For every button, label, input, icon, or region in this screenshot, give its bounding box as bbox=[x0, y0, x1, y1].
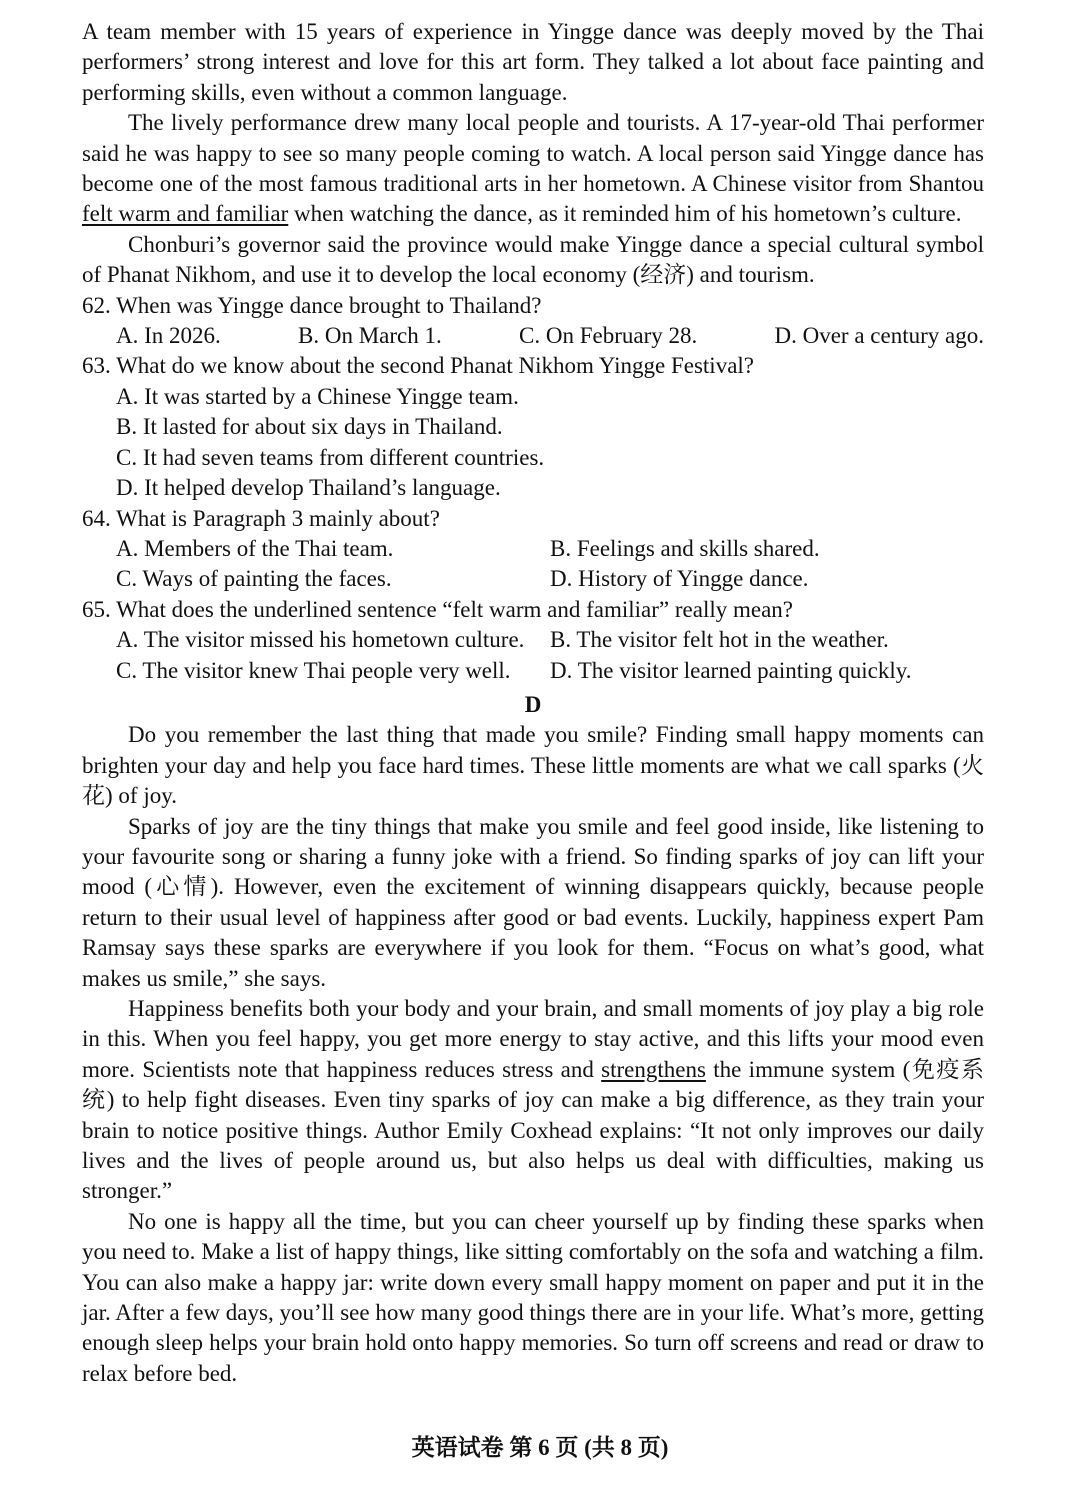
section-d-paragraph-4: No one is happy all the time, but you can cheer yourself up by finding these sparks when you need to. Make a list of happy things, like sitting comfortably on the sofa and watching a film. You can also make a happy jar: write down every small happy moment on paper and put it in the jar. After a few days, you’ll see how many good things there are in your life. What’s more, getting enough sleep helps your brain hold onto happy memories. So turn off screens and read or draw to relax before bed. bbox=[82, 1208, 984, 1386]
section-d-paragraph-1: Do you remember the last thing that made you smile? Finding small happy moments can brighten your day and help you face hard times. These little moments are what we call sparks (火花) of joy. bbox=[82, 722, 984, 809]
passage-c-p2-after: when watching the dance, as it reminded him of his hometown’s culture. bbox=[288, 201, 962, 227]
question-63-stem: 63. What do we know about the second Phanat Nikhom Yingge Festival? bbox=[82, 353, 754, 379]
passage-c-paragraph-2 bbox=[82, 108, 984, 230]
option-65-b: B. The visitor felt hot in the weather. bbox=[550, 627, 889, 653]
question-65-options bbox=[82, 625, 984, 686]
option-64-a: A. Members of the Thai team. bbox=[116, 535, 394, 561]
passage-c-p2-before: The lively performance drew many local people and tourists. A 17-year-old Thai performer said he was happy to see so many people coming to watch. A local person said Yingge dance has become one of the most famous traditional arts in her hometown. A Chinese visitor from Shantou bbox=[82, 110, 984, 197]
option-62-b: B. On March 1. bbox=[298, 323, 442, 349]
question-62-options bbox=[82, 321, 984, 351]
option-63-a: A. It was started by a Chinese Yingge team. bbox=[116, 383, 519, 409]
option-62-a: A. In 2026. bbox=[116, 323, 221, 349]
option-64-b: B. Feelings and skills shared. bbox=[550, 535, 820, 561]
option-62-c: C. On February 28. bbox=[519, 323, 698, 349]
underlined-word: strengthens bbox=[601, 1056, 706, 1082]
question-62-stem: 62. When was Yingge dance brought to Thailand? bbox=[82, 292, 542, 318]
section-d-heading: D bbox=[524, 691, 542, 717]
question-64-stem: 64. What is Paragraph 3 mainly about? bbox=[82, 505, 440, 531]
question-62 bbox=[82, 291, 984, 352]
option-65-a: A. The visitor missed his hometown culture. bbox=[116, 627, 525, 653]
option-63-c: C. It had seven teams from different countries. bbox=[116, 444, 545, 470]
page-footer: 英语试卷 第 6 页 (共 8 页) bbox=[411, 1435, 669, 1460]
option-63-d: D. It helped develop Thailand’s language. bbox=[116, 475, 501, 501]
section-d-paragraph-3 bbox=[82, 994, 984, 1207]
option-64-d: D. History of Yingge dance. bbox=[550, 566, 809, 592]
question-63-options bbox=[82, 382, 984, 504]
option-65-c: C. The visitor knew Thai people very well. bbox=[116, 657, 511, 683]
question-64 bbox=[82, 504, 984, 595]
underlined-phrase: felt warm and familiar bbox=[82, 201, 289, 227]
question-65 bbox=[82, 595, 984, 686]
section-d-p3-after: the immune system (免疫系统) to help fight diseases. Even tiny sparks of joy can make a big difference, as they train your brain to notice positive things. Author Emily Coxhead explains: “It not only improves our daily lives and the lives of people around us, but also helps us deal with difficulties, making us stronger.” bbox=[82, 1056, 984, 1204]
option-63-b: B. It lasted for about six days in Thailand. bbox=[116, 414, 503, 440]
option-62-d: D. Over a century ago. bbox=[774, 323, 984, 349]
passage-c-paragraph-top: A team member with 15 years of experience in Yingge dance was deeply moved by the Thai performers’ strong interest and love for this art form. They talked a lot about face painting and performing skills, even without a common language. bbox=[82, 19, 984, 105]
question-63 bbox=[82, 351, 984, 503]
section-d-p3-before: Happiness benefits both your body and your brain, and small moments of joy play a big role in this. When you feel happy, you get more energy to stay active, and this lifts your mood even more. Scientists note that happiness reduces stress and bbox=[82, 996, 984, 1082]
section-d-paragraph-2: Sparks of joy are the tiny things that make you smile and feel good inside, like listening to your favourite song or sharing a funny joke with a friend. So finding sparks of joy can lift your mood (心情). However, even the excitement of winning disappears quickly, because people return to their usual level of happiness after good or bad events. Luckily, happiness expert Pam Ramsay says these sparks are everywhere if you look for them. “Focus on what’s good, what makes us smile,” she says. bbox=[82, 813, 984, 991]
question-64-options bbox=[82, 534, 984, 595]
option-64-c: C. Ways of painting the faces. bbox=[116, 566, 392, 592]
page-content bbox=[82, 17, 984, 1389]
passage-c-paragraph-3: Chonburi’s governor said the province would make Yingge dance a special cultural symbol of Phanat Nikhom, and use it to develop the local economy (经济) and tourism. bbox=[82, 231, 984, 288]
question-65-stem: 65. What does the underlined sentence “felt warm and familiar” really mean? bbox=[82, 596, 793, 622]
option-65-d: D. The visitor learned painting quickly. bbox=[550, 657, 912, 683]
